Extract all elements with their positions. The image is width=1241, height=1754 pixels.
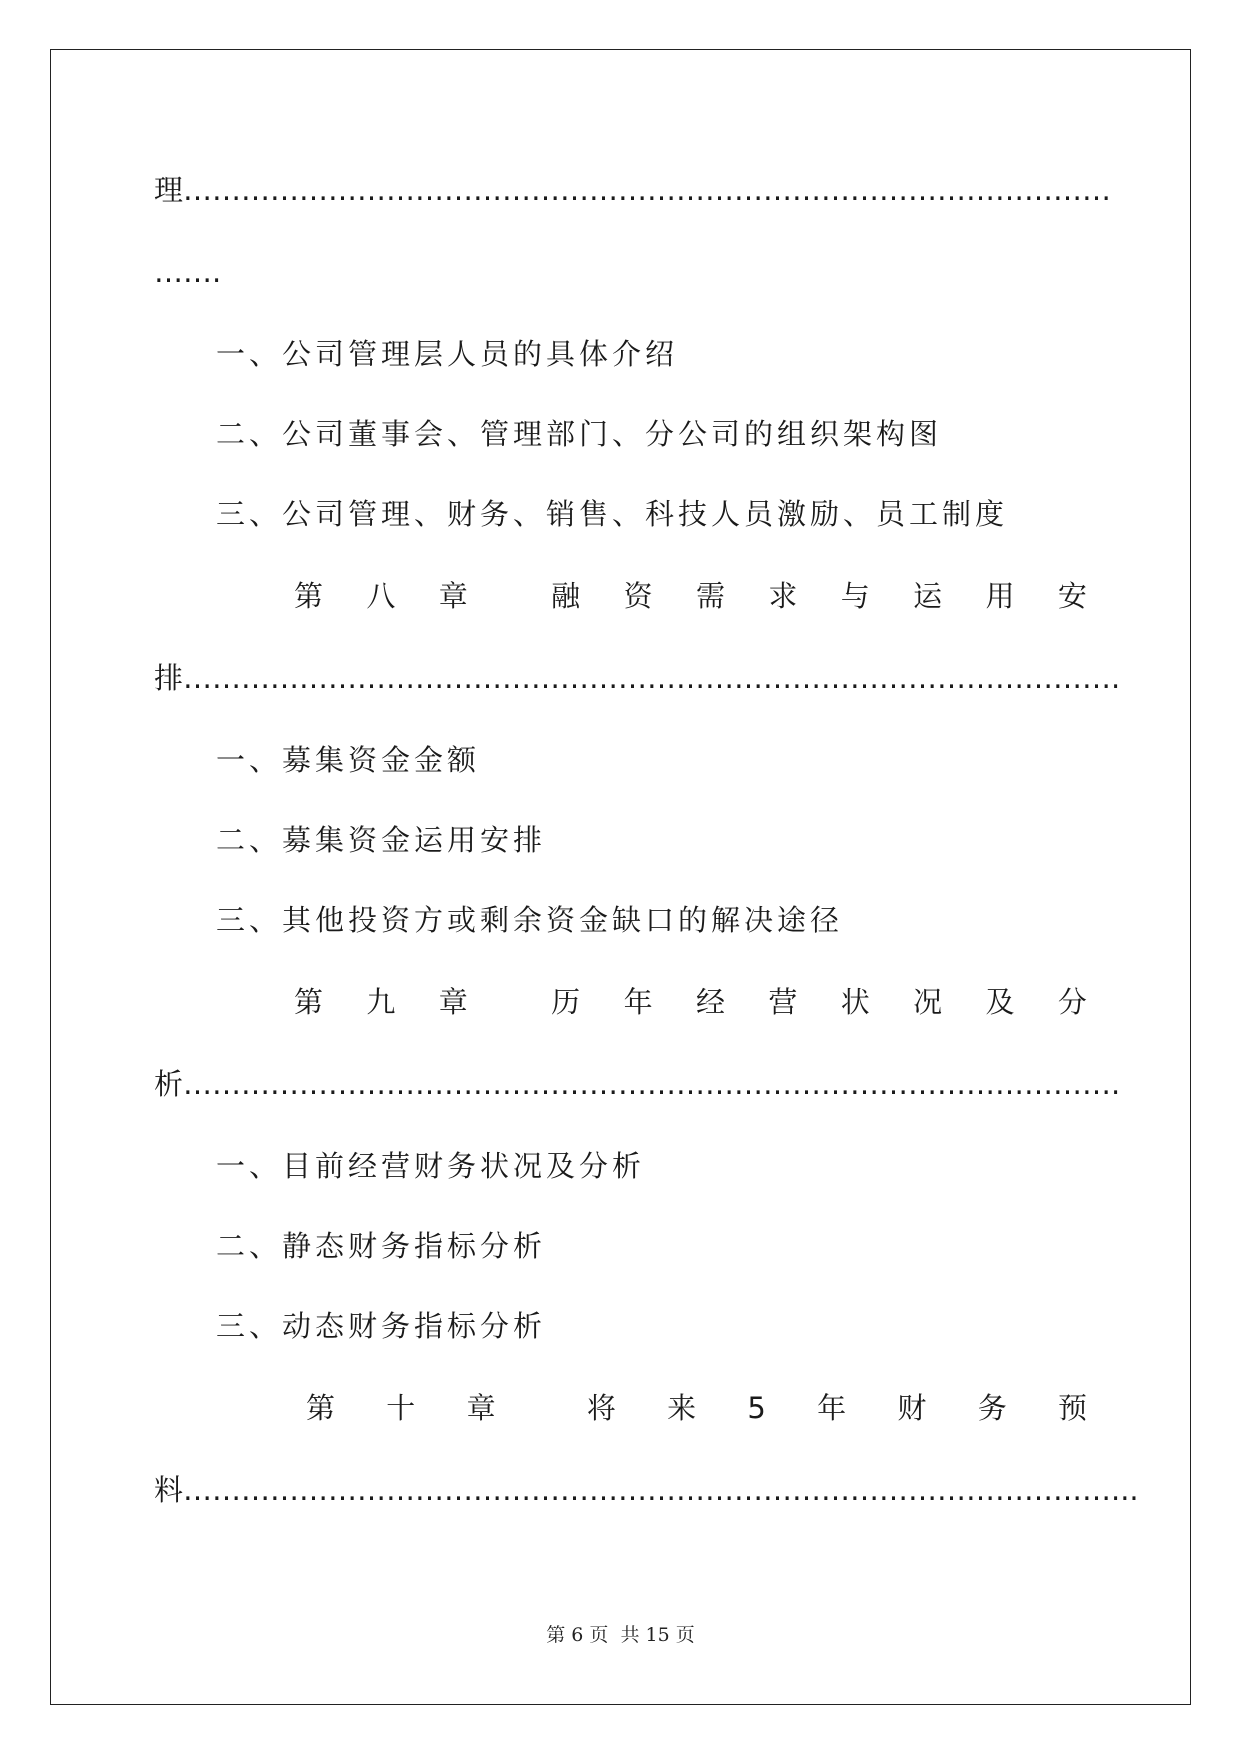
heading-char: 及 <box>985 985 1015 1019</box>
toc-item: 三、其他投资方或剩余资金缺口的解决途径 <box>216 903 844 937</box>
page-total: 共 15 页 <box>620 1624 695 1646</box>
heading-char: 历 <box>551 985 581 1019</box>
heading-char: 八 <box>366 579 396 613</box>
heading-char: 与 <box>840 579 870 613</box>
page-number: 第 6 页 <box>546 1624 609 1646</box>
heading-char: 章 <box>438 985 468 1019</box>
chapter-heading-8 <box>294 578 1087 614</box>
toc-leader-line: 理…………………………………………………………………………………… <box>154 173 1112 207</box>
heading-char: 年 <box>817 1391 847 1425</box>
heading-char: 预 <box>1057 1391 1087 1425</box>
heading-char: 况 <box>913 985 943 1019</box>
heading-char: 将 <box>586 1391 616 1425</box>
heading-char: 安 <box>1057 579 1087 613</box>
toc-leader-line: 析……………………………………………………………………………………. <box>154 1067 1121 1101</box>
page-footer <box>0 1620 1241 1647</box>
toc-item: 三、公司管理、财务、销售、科技人员激励、员工制度 <box>216 497 1009 531</box>
heading-char: 十 <box>386 1391 416 1425</box>
chapter-heading-9 <box>294 984 1087 1020</box>
toc-leader-line-continued: ……. <box>154 255 222 289</box>
heading-char: 第 <box>294 579 324 613</box>
page-border <box>50 49 1191 1705</box>
heading-char: 求 <box>768 579 798 613</box>
heading-char: 财 <box>897 1391 927 1425</box>
toc-item: 一、公司管理层人员的具体介绍 <box>216 337 679 371</box>
heading-char: 需 <box>695 579 725 613</box>
toc-item: 一、目前经营财务状况及分析 <box>216 1149 646 1183</box>
heading-char: 5 <box>747 1391 766 1425</box>
heading-char: 用 <box>985 579 1015 613</box>
heading-char: 运 <box>913 579 943 613</box>
toc-item: 二、募集资金运用安排 <box>216 823 547 857</box>
heading-char: 状 <box>840 985 870 1019</box>
toc-item: 一、募集资金金额 <box>216 743 481 777</box>
heading-char: 第 <box>294 985 324 1019</box>
heading-char: 章 <box>466 1391 496 1425</box>
heading-char: 九 <box>366 985 396 1019</box>
toc-item: 二、公司董事会、管理部门、分公司的组织架构图 <box>216 417 943 451</box>
heading-char: 经 <box>695 985 725 1019</box>
chapter-heading-10 <box>306 1390 1087 1426</box>
heading-char: 年 <box>623 985 653 1019</box>
heading-char: 章 <box>438 579 468 613</box>
heading-char: 营 <box>768 985 798 1019</box>
heading-char: 第 <box>306 1391 336 1425</box>
toc-item: 二、静态财务指标分析 <box>216 1229 547 1263</box>
heading-char: 融 <box>551 579 581 613</box>
toc-leader-line: 排……………………………………………………………………………………. <box>154 661 1121 695</box>
heading-char: 务 <box>977 1391 1007 1425</box>
toc-item: 三、动态财务指标分析 <box>216 1309 547 1343</box>
heading-char: 资 <box>623 579 653 613</box>
heading-char: 来 <box>667 1391 697 1425</box>
heading-char: 分 <box>1057 985 1087 1019</box>
toc-leader-line: 料……………………………………………………………………………………... <box>154 1473 1139 1507</box>
